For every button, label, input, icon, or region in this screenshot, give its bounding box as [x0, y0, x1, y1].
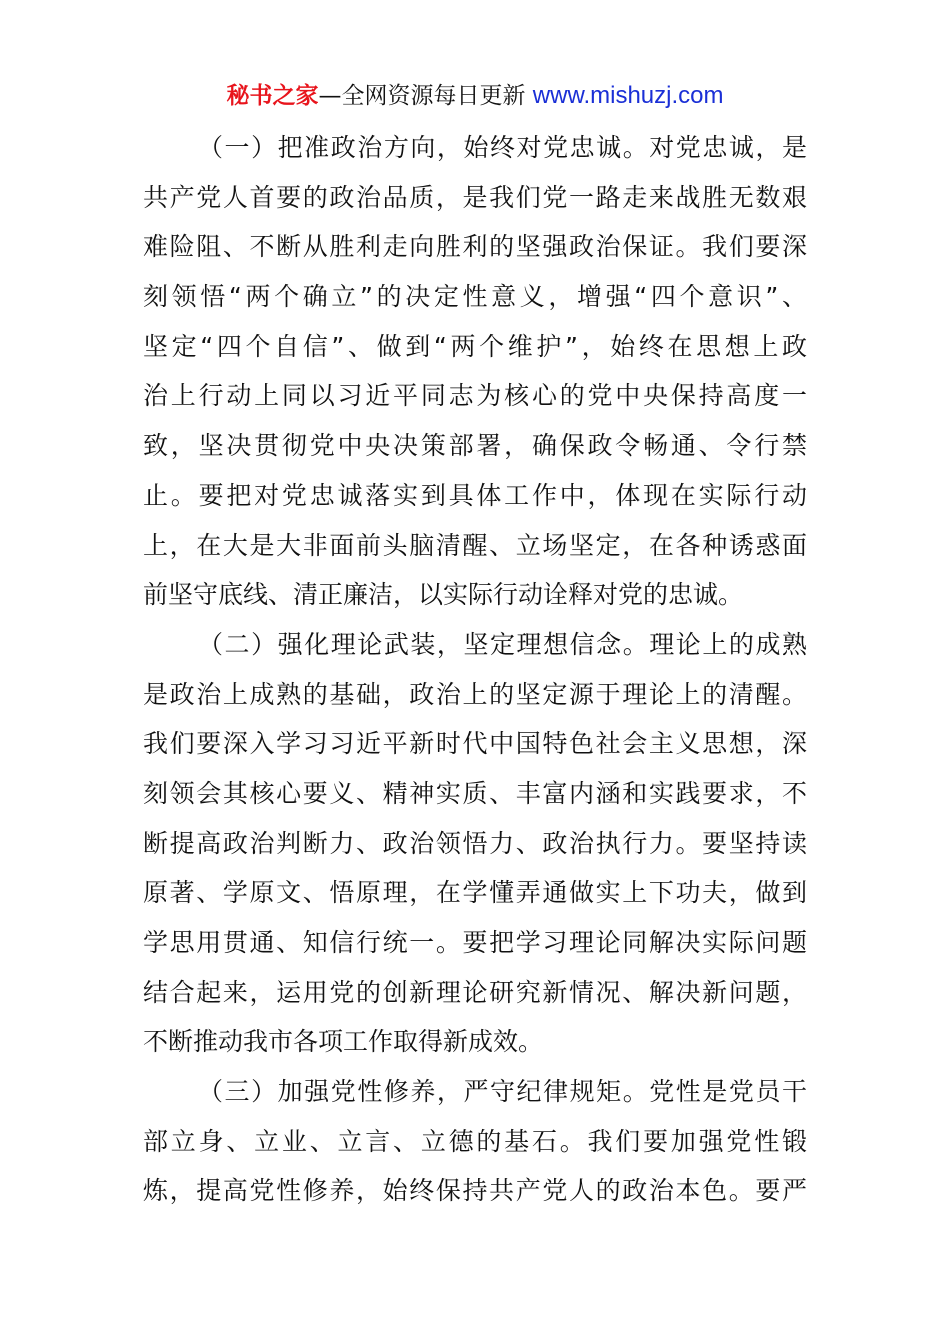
site-header	[0, 80, 950, 112]
paragraph-2-line-9: 不断推动我市各项工作取得新成效。	[143, 1027, 544, 1057]
paragraph-1-line-8: 止。要把对党忠诚落实到具体工作中，体现在实际行动	[143, 480, 807, 510]
paragraph-1-line-9: 上，在大是大非面前头脑清醒、立场坚定，在各种诱惑面	[143, 530, 807, 560]
paragraph-1-line-4: 刻领悟“两个确立”的决定性意义，增强“四个意识”、	[143, 282, 807, 312]
paragraph-2-line-2: 是政治上成熟的基础，政治上的坚定源于理论上的清醒。	[143, 679, 807, 709]
document-body	[143, 123, 807, 1216]
paragraph-2-line-7: 学思用贯通、知信行统一。要把学习理论同解决实际问题	[143, 928, 807, 957]
paragraph-1-line-7: 致，坚决贯彻党中央决策部署，确保政令畅通、令行禁	[143, 431, 807, 461]
site-url[interactable]: www.mishuzj.com	[532, 82, 724, 109]
paragraph-2-line-8: 结合起来，运用党的创新理论研究新情况、解决新问题，	[143, 977, 807, 1007]
site-tagline: —全网资源每日更新	[318, 83, 526, 109]
paragraph-3-line-3: 炼，提高党性修养，始终保持共产党人的政治本色。要严	[143, 1176, 807, 1206]
paragraph-1-line-6: 治上行动上同以习近平同志为核心的党中央保持高度一	[143, 381, 807, 411]
site-brand: 秘书之家	[226, 83, 319, 109]
paragraph-2-line-1: （二）强化理论武装，坚定理想信念。理论上的成熟	[198, 629, 807, 659]
paragraph-1-line-2: 共产党人首要的政治品质，是我们党一路走来战胜无数艰	[143, 182, 807, 212]
paragraph-1-line-1: （一）把准政治方向，始终对党忠诚。对党忠诚，是	[198, 133, 807, 162]
paragraph-2-line-3: 我们要深入学习习近平新时代中国特色社会主义思想，深	[143, 729, 807, 759]
paragraph-1-line-5: 坚定“四个自信”、做到“两个维护”，始终在思想上政	[143, 331, 807, 361]
paragraph-2-line-4: 刻领会其核心要义、精神实质、丰富内涵和实践要求，不	[143, 778, 807, 808]
paragraph-3-line-1: （三）加强党性修养，严守纪律规矩。党性是党员干	[198, 1077, 807, 1107]
paragraph-2-line-5: 断提高政治判断力、政治领悟力、政治执行力。要坚持读	[143, 828, 807, 858]
paragraph-3-line-2: 部立身、立业、立言、立德的基石。我们要加强党性锻	[143, 1126, 807, 1156]
paragraph-1-line-3: 难险阻、不断从胜利走向胜利的坚强政治保证。我们要深	[143, 232, 807, 262]
paragraph-1-line-10: 前坚守底线、清正廉洁，以实际行动诠释对党的忠诚。	[143, 580, 744, 610]
paragraph-2-line-6: 原著、学原文、悟原理，在学懂弄通做实上下功夫，做到	[143, 878, 807, 908]
